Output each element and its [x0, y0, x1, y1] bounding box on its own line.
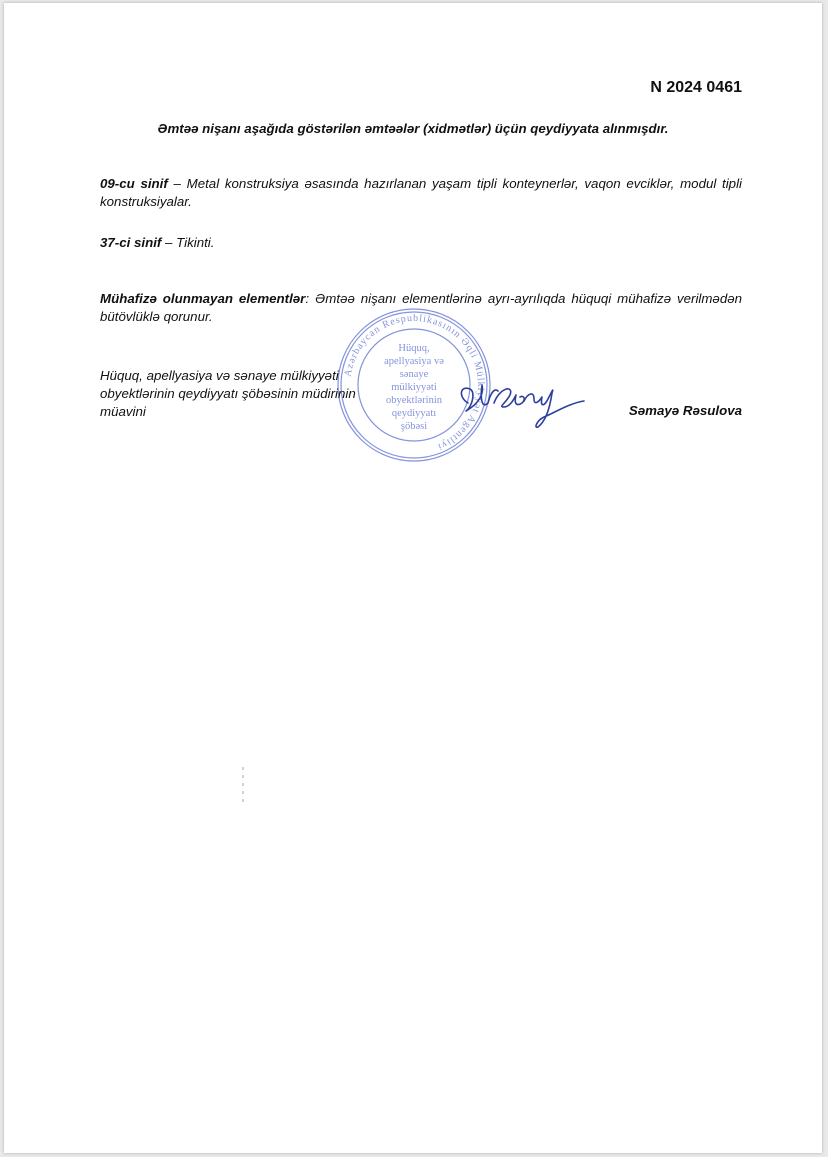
class-37-text: Tikinti. — [176, 235, 215, 250]
signer-title-line: müavini — [100, 404, 146, 419]
signer-title-line: obyektlərinin qeydiyyatı şöbəsinin müdirinin — [100, 386, 356, 401]
signer-title — [100, 367, 440, 421]
class-09-text: Metal konstruksiya əsasında hazırlanan yaşam tipli konteynerlər, vaqon evciklər, modul tipli konstruksiyalar. — [100, 176, 742, 209]
class-09-paragraph — [100, 175, 742, 211]
stamp-line: sənaye — [399, 369, 429, 380]
class-09-label: 09-cu sinif — [100, 176, 168, 191]
class-37-separator: – — [161, 235, 177, 250]
unprotected-text: Əmtəə nişanı elementlərinə ayrı-ayrılıqda hüquqi mühafizə verilmədən bütövlüklə qorunur. — [100, 291, 743, 324]
scan-artifact — [240, 767, 246, 807]
signer-name: Səmayə Rəsulova — [628, 403, 742, 418]
stamp-line: apellyasiya və — [384, 356, 444, 367]
stamp-line: obyektlərinin — [386, 395, 442, 406]
class-09-separator: – — [167, 176, 187, 191]
class-37-paragraph — [100, 234, 742, 252]
signer-title-line: Hüquq, apellyasiya və sənaye mülkiyyəti — [100, 368, 339, 383]
unprotected-label: Mühafizə olunmayan elementlər — [100, 291, 306, 306]
document-page — [4, 3, 822, 1153]
stamp-line: mülkiyyəti — [391, 382, 437, 393]
class-37-label: 37-ci sinif — [100, 235, 162, 250]
stamp-outer-text: Azərbaycan Respublikasının Əqli Mülkiyyət Agentliyi — [342, 312, 487, 453]
stamp-line: qeydiyyatı — [391, 408, 437, 419]
document-heading: Əmtəə nişanı aşağıda göstərilən əmtəələr (xidmətlər) üçün qeydiyyata alınmışdır. — [157, 121, 669, 136]
stamp-line: şöbəsi — [400, 421, 428, 432]
unprotected-separator: : — [305, 291, 315, 306]
document-number: N 2024 0461 — [650, 79, 742, 96]
signature-icon — [454, 373, 589, 433]
unprotected-elements-paragraph — [100, 290, 742, 326]
stamp-line: Hüquq, — [398, 343, 430, 354]
